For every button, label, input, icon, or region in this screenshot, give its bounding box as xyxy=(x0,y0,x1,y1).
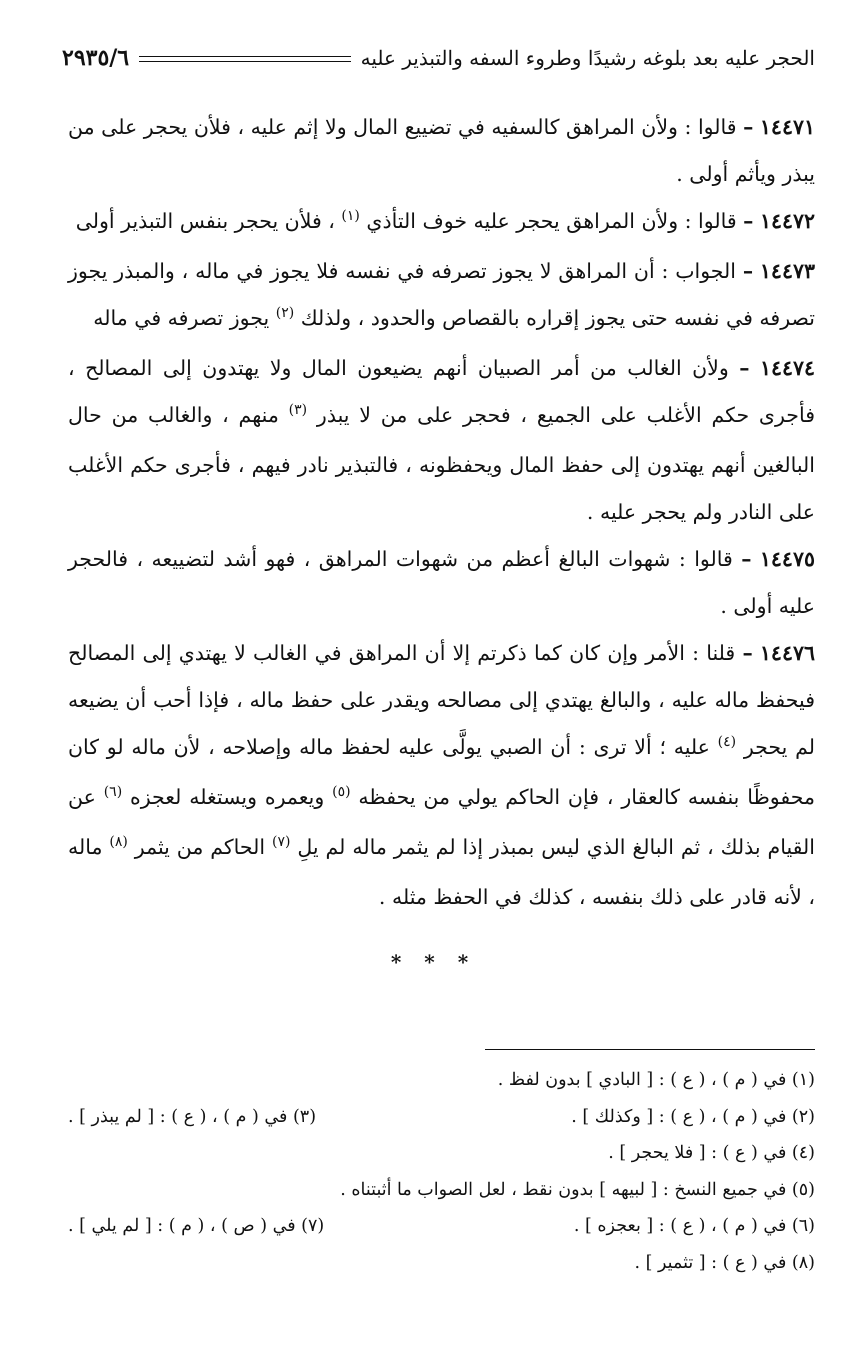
paragraph-dash: – xyxy=(742,641,753,665)
paragraph-14472 xyxy=(68,198,815,248)
footnote-7: (٧) في ( ص ) ، ( م ) : [ لم يلي ] . xyxy=(68,1216,325,1236)
footnote-row xyxy=(68,1135,815,1172)
paragraph-dash: – xyxy=(742,259,754,283)
footnote-ref-7[interactable]: (٧) xyxy=(272,834,291,850)
footnote-ref-3[interactable]: (٣) xyxy=(288,402,308,418)
footnote-ref-4[interactable]: (٤) xyxy=(717,734,737,750)
footnote-row xyxy=(68,1062,815,1099)
footnote-ref-1[interactable]: (١) xyxy=(341,208,360,224)
footnote-3: (٣) في ( م ) ، ( ع ) : [ لم يبذر ] . xyxy=(68,1106,317,1127)
paragraph-14476 xyxy=(68,630,815,921)
paragraph-text: ويعمره ويستغله لعجزه xyxy=(130,785,325,809)
paragraph-text: عن القيام بذلك ، ثم البالغ الذي ليس بمبذر إذا لم يثمر ماله لم يلِ xyxy=(68,785,815,859)
paragraph-text: عليه ؛ ألا ترى : أن الصبي يولَّى عليه لحفظ ماله وإصلاحه ، لأن ماله لو كان محفوظًا بنفسه كالعقار ، فإن الحاكم يولي من يحفظه xyxy=(68,735,815,809)
footnote-ref-2[interactable]: (٢) xyxy=(275,305,295,321)
paragraph-text: منهم ، والغالب من حال البالغين أنهم يهتدون إلى حفظ المال ويحفظونه ، فالتبذير نادر فيهم ، فأجرى حكم الأغلب على النادر ولم يحجر عليه . xyxy=(68,403,815,524)
paragraph-text: يجوز تصرفه في ماله xyxy=(93,306,270,330)
paragraph-dash: – xyxy=(743,209,754,233)
footnote-8: (٨) في ( ع ) : [ تثمير ] . xyxy=(634,1252,815,1273)
paragraph-text: ماله ، لأنه قادر على ذلك بنفسه ، كذلك في الحفظ مثله . xyxy=(68,835,815,909)
paragraph-dash: – xyxy=(741,547,752,571)
paragraph-text: الجواب : أن المراهق لا يجوز تصرفه في نفسه فلا يجوز في ماله ، والمبذر يجوز تصرفه في نفسه حتى يجوز إقراره بالقصاص والحدود ، ولذلك xyxy=(68,259,815,330)
running-header xyxy=(62,38,815,78)
footnote-1: (١) في ( م ) ، ( ع ) : [ البادي ] بدون لفظ . xyxy=(497,1070,815,1090)
paragraph-text: ، فلأن يحجر بنفس التبذير أولى xyxy=(75,209,335,233)
footnote-ref-6[interactable]: (٦) xyxy=(103,784,123,800)
page-number: ٢٩٣٥/٦ xyxy=(62,45,130,71)
paragraph-text: ولأن الغالب من أمر الصبيان أنهم يضيعون المال ولا يهتدون إلى المصالح ، فأجرى حكم الأغلب على الجميع ، فحجر على من لا يبذر xyxy=(68,356,815,427)
paragraph-number: ١٤٤٧٣ xyxy=(759,259,815,283)
paragraph-text: الحاكم من يثمر xyxy=(134,835,266,859)
paragraph-dash: – xyxy=(739,356,750,380)
paragraph-14473 xyxy=(68,248,815,345)
footnote-5: (٥) في جميع النسخ : [ لبيهه ] بدون نقط ، لعل الصواب ما أثبتناه . xyxy=(340,1179,815,1200)
footnotes xyxy=(68,1062,815,1281)
paragraph-number: ١٤٤٧٦ xyxy=(759,641,815,665)
paragraph-text: قالوا : ولأن المراهق كالسفيه في تضييع المال ولا إثم عليه ، فلأن يحجر على من يبذر ويأثم أولى . xyxy=(68,115,815,186)
paragraph-text: قالوا : شهوات البالغ أعظم من شهوات المراهق ، فهو أشد لتضييعه ، فالحجر عليه أولى . xyxy=(68,547,815,618)
header-title: الحجر عليه بعد بلوغه رشيدًا وطروء السفه والتبذير عليه xyxy=(360,46,815,70)
footnote-ref-8[interactable]: (٨) xyxy=(109,834,128,850)
footnote-6: (٦) في ( م ) ، ( ع ) : [ بعجزه ] . xyxy=(573,1216,815,1236)
paragraph-number: ١٤٤٧٥ xyxy=(759,547,815,571)
paragraph-text: قالوا : ولأن المراهق يحجر عليه خوف التأذي xyxy=(366,209,737,233)
footnote-row xyxy=(68,1172,815,1209)
section-separator-stars: * * * xyxy=(390,950,477,974)
footnote-row xyxy=(68,1208,815,1245)
main-text xyxy=(68,104,815,921)
paragraph-number: ١٤٤٧٤ xyxy=(759,356,815,380)
paragraph-14471 xyxy=(68,104,815,198)
paragraph-14474 xyxy=(68,345,815,536)
paragraph-dash: – xyxy=(743,115,754,139)
footnote-4: (٤) في ( ع ) : [ فلا يحجر ] . xyxy=(608,1143,815,1163)
footnote-2: (٢) في ( م ) ، ( ع ) : [ وكذلك ] . xyxy=(571,1106,815,1127)
paragraph-text: قلنا : الأمر وإن كان كما ذكرتم إلا أن المراهق في الغالب لا يهتدي إلى المصالح فيحفظ ماله عليه ، والبالغ يهتدي إلى مصالحه ويقدر على حفظ ماله ، فإذا أحب أن يضيعه لم يحجر xyxy=(68,641,815,759)
header-double-rule xyxy=(139,56,350,62)
footnote-row xyxy=(68,1245,815,1282)
paragraph-14475 xyxy=(68,536,815,630)
footnote-divider xyxy=(485,1049,815,1050)
footnote-row xyxy=(68,1099,815,1136)
paragraph-number: ١٤٤٧١ xyxy=(759,115,815,139)
footnote-ref-5[interactable]: (٥) xyxy=(332,784,351,800)
paragraph-number: ١٤٤٧٢ xyxy=(759,209,815,233)
